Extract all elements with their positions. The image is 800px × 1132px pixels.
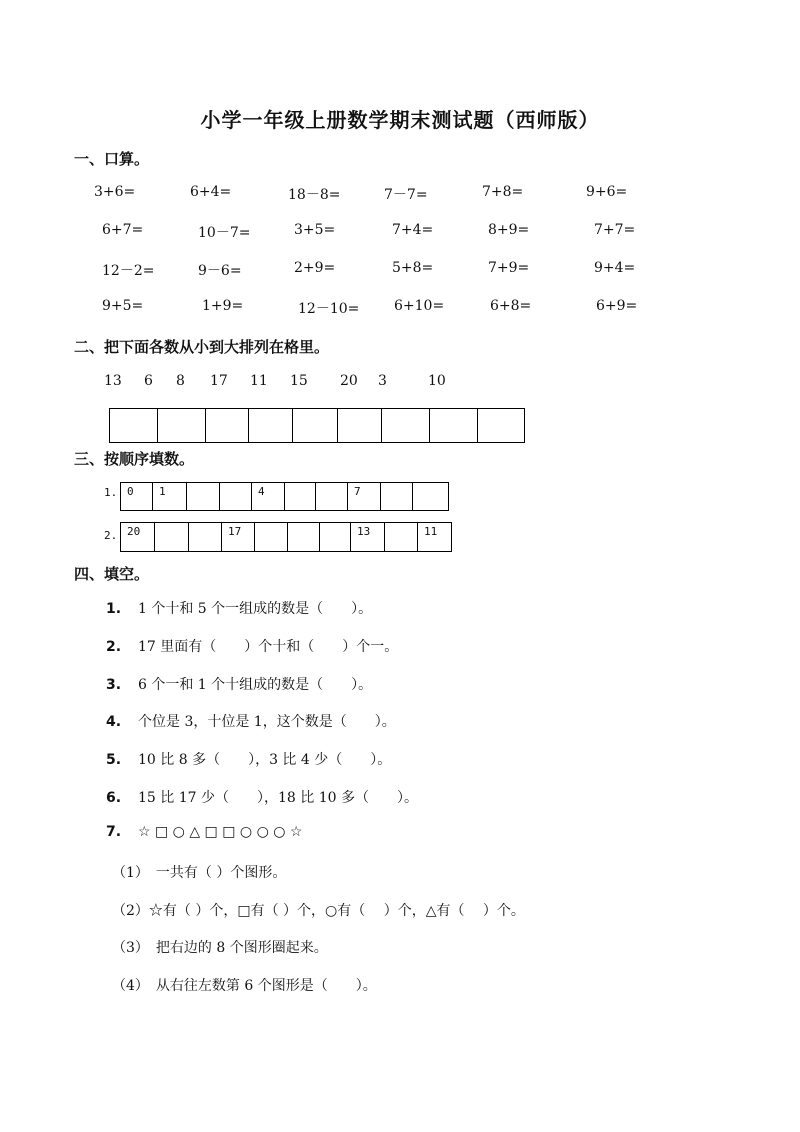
calc-2-4: 7+4= xyxy=(392,222,434,238)
fill-question-4 xyxy=(106,711,396,731)
page-title: 小学一年级上册数学期末测试题（西师版） xyxy=(200,108,600,132)
sort-answer-cell[interactable] xyxy=(382,409,430,443)
section-4-heading: 四、填空。 xyxy=(74,565,150,583)
sequence-cell: 7 xyxy=(348,483,381,511)
sort-number: 13 xyxy=(104,373,122,389)
sequence-cell[interactable] xyxy=(155,523,189,552)
sequence-cell[interactable] xyxy=(255,523,288,552)
question-number: 6. xyxy=(106,790,122,806)
question-text: 6 个一和 1 个十组成的数是（ ）。 xyxy=(138,677,373,693)
sequence-1-label: 1. xyxy=(104,486,118,499)
calc-3-1: 12－2= xyxy=(102,263,155,279)
fill-question-7 xyxy=(106,824,302,840)
sort-answer-cell[interactable] xyxy=(249,409,293,443)
sequence-cell[interactable] xyxy=(288,523,320,552)
calc-2-6: 7+7= xyxy=(594,222,636,238)
calc-3-3: 2+9= xyxy=(294,260,336,276)
section-2-heading: 二、把下面各数从小到大排列在格里。 xyxy=(74,338,330,356)
shape-sequence: ☆ □ ○ △ □ □ ○ ○ ○ ☆ xyxy=(138,824,303,840)
sort-answer-cell[interactable] xyxy=(206,409,249,443)
question-number: 1. xyxy=(106,601,122,617)
calc-4-1: 9+5= xyxy=(102,298,144,314)
sub-question-4: （4） 从右往左数第 6 个图形是（ ）。 xyxy=(112,978,377,994)
fill-question-3 xyxy=(106,674,372,694)
question-text: 1 个十和 5 个一组成的数是（ ）。 xyxy=(138,601,373,617)
calc-3-2: 9－6= xyxy=(198,263,242,279)
sort-number: 6 xyxy=(144,373,153,389)
sequence-cell: 4 xyxy=(252,483,285,511)
calc-1-5: 7+8= xyxy=(482,184,524,200)
calc-4-3: 12－10= xyxy=(298,301,360,317)
question-text: 17 里面有（ ）个十和（ ）个一。 xyxy=(138,639,399,655)
sequence-2-grid xyxy=(120,522,452,552)
sequence-cell: 11 xyxy=(418,523,452,552)
calc-2-2: 10－7= xyxy=(198,225,251,241)
sort-number: 17 xyxy=(210,373,228,389)
sequence-cell[interactable] xyxy=(385,523,418,552)
sort-answer-cell[interactable] xyxy=(430,409,478,443)
sub-question-3: （3） 把右边的 8 个图形圈起来。 xyxy=(112,940,328,956)
sequence-cell: 13 xyxy=(351,523,385,552)
question-number: 3. xyxy=(106,677,122,693)
question-number: 5. xyxy=(106,752,122,768)
question-number: 4. xyxy=(106,714,122,730)
question-text: 10 比 8 多（ ），3 比 4 少（ ）。 xyxy=(138,752,392,768)
calc-1-1: 3+6= xyxy=(94,184,136,200)
sort-number: 3 xyxy=(378,373,387,389)
calc-4-5: 6+8= xyxy=(490,298,532,314)
sort-number: 11 xyxy=(250,373,268,389)
sequence-cell: 20 xyxy=(121,523,155,552)
fill-question-1 xyxy=(106,598,372,618)
calc-3-5: 7+9= xyxy=(488,260,530,276)
sequence-cell[interactable] xyxy=(381,483,413,511)
section-3-heading: 三、按顺序填数。 xyxy=(74,450,195,468)
fill-question-6 xyxy=(106,787,418,807)
question-number: 7. xyxy=(106,824,122,840)
calc-3-6: 9+4= xyxy=(594,260,636,276)
calc-1-3: 18－8= xyxy=(288,187,341,203)
calc-4-2: 1+9= xyxy=(202,298,244,314)
sort-answer-cell[interactable] xyxy=(110,409,158,443)
calc-2-5: 8+9= xyxy=(488,222,530,238)
calc-1-4: 7－7= xyxy=(384,187,428,203)
calc-3-4: 5+8= xyxy=(392,260,434,276)
calc-1-6: 9+6= xyxy=(586,184,628,200)
calc-4-6: 6+9= xyxy=(596,298,638,314)
sequence-cell[interactable] xyxy=(285,483,316,511)
sequence-cell[interactable] xyxy=(189,523,222,552)
sort-answer-cell[interactable] xyxy=(338,409,382,443)
calc-1-2: 6+4= xyxy=(190,184,232,200)
sequence-cell[interactable] xyxy=(320,523,351,552)
sequence-cell[interactable] xyxy=(413,483,449,511)
fill-question-2 xyxy=(106,636,398,656)
sequence-cell[interactable] xyxy=(316,483,348,511)
sub-question-2: （2）☆有（ ）个，□有（ ）个，○有（ ）个，△有（ ）个。 xyxy=(112,903,525,919)
sort-number: 15 xyxy=(290,373,308,389)
sequence-cell: 0 xyxy=(121,483,153,511)
sort-number: 10 xyxy=(428,373,446,389)
sequence-1-grid xyxy=(120,482,449,511)
sequence-2-label: 2. xyxy=(104,529,118,542)
sub-question-1: （1） 一共有（ ）个图形。 xyxy=(112,865,287,881)
sort-answer-cell[interactable] xyxy=(158,409,206,443)
sequence-cell: 1 xyxy=(153,483,187,511)
calc-2-3: 3+5= xyxy=(294,222,336,238)
sort-answer-grid xyxy=(109,408,525,443)
sequence-cell[interactable] xyxy=(220,483,252,511)
calc-2-1: 6+7= xyxy=(102,222,144,238)
fill-question-5 xyxy=(106,749,391,769)
question-text: 个位是 3，十位是 1，这个数是（ ）。 xyxy=(138,714,396,730)
sequence-cell[interactable] xyxy=(187,483,220,511)
sort-answer-cell[interactable] xyxy=(478,409,525,443)
question-number: 2. xyxy=(106,639,122,655)
question-text: 15 比 17 少（ ），18 比 10 多（ ）。 xyxy=(138,790,418,806)
sort-answer-cell[interactable] xyxy=(293,409,338,443)
sequence-cell: 17 xyxy=(222,523,255,552)
section-1-heading: 一、口算。 xyxy=(74,150,150,168)
sort-number: 20 xyxy=(340,373,358,389)
sort-number: 8 xyxy=(176,373,185,389)
calc-4-4: 6+10= xyxy=(394,298,445,314)
